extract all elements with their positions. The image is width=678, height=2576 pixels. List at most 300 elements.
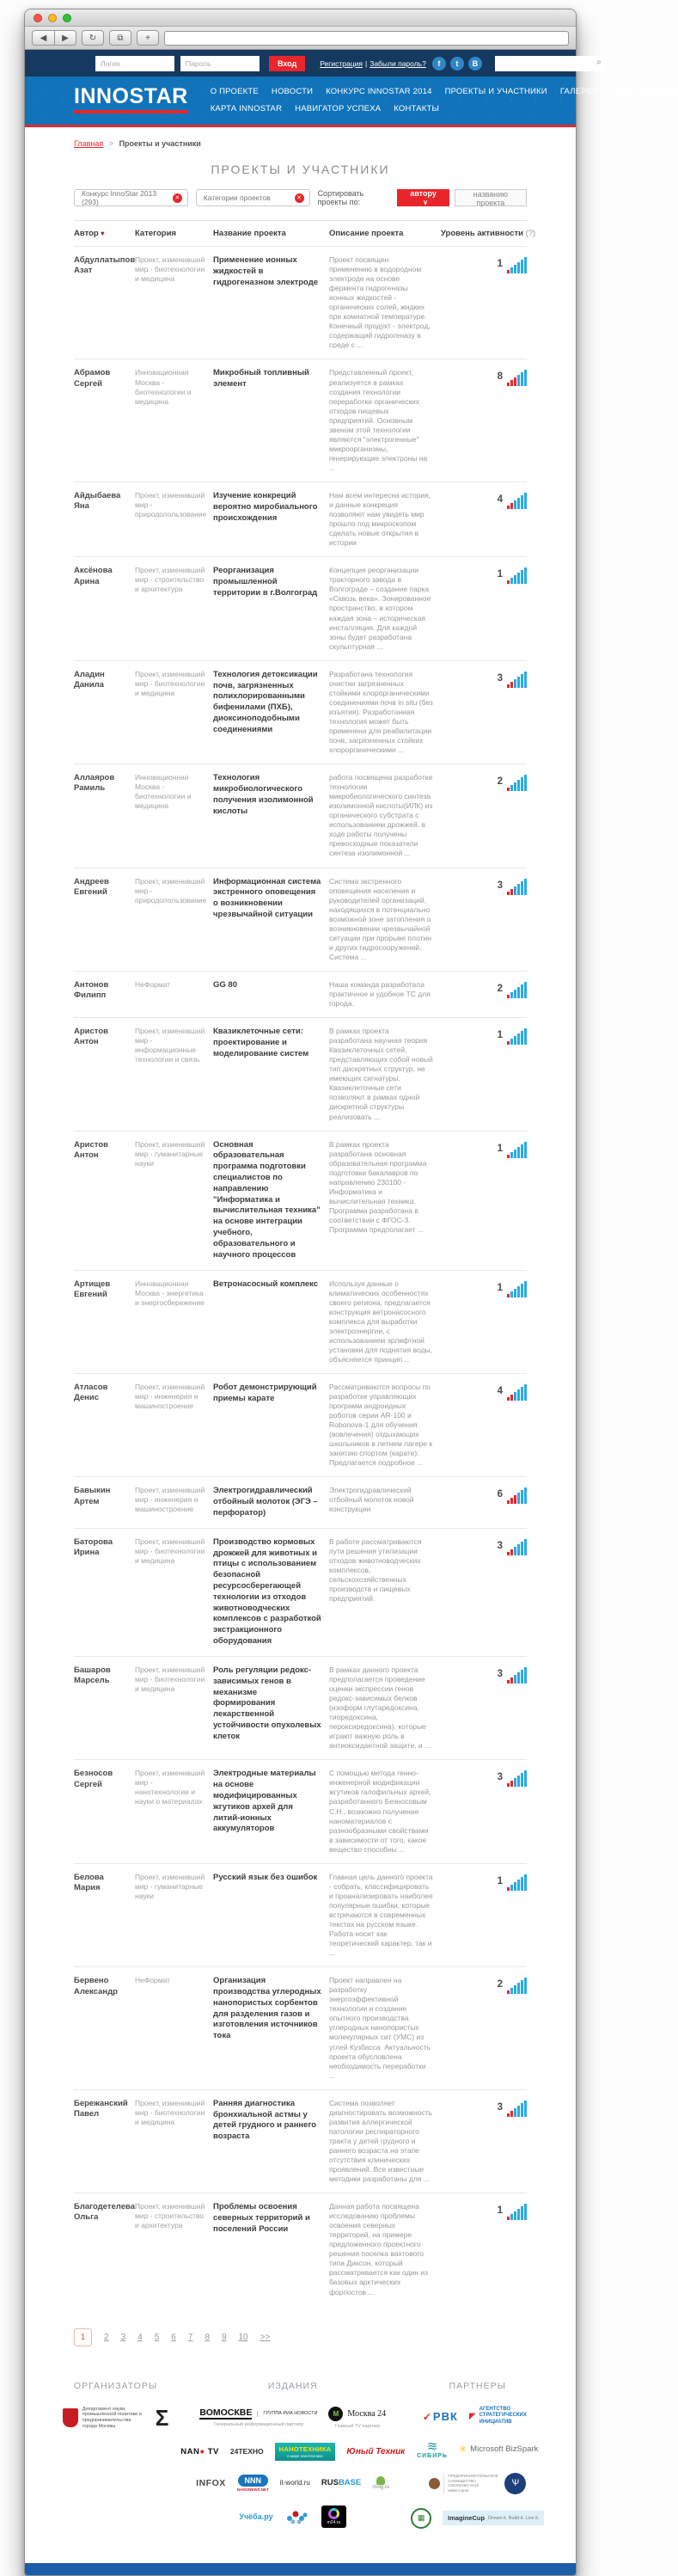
activity-bar: [507, 788, 510, 791]
activity-bar: [521, 1490, 523, 1504]
activity-bar: [521, 570, 523, 584]
activity-bar: [510, 1152, 513, 1158]
column-header-activity: [441, 229, 536, 238]
activity-bar: [517, 1544, 520, 1555]
nav-item-навигатор-успеха[interactable]: НАВИГАТОР УСПЕХА: [295, 103, 382, 113]
logo-m24ru[interactable]: [321, 2505, 347, 2528]
logo-sibir[interactable]: [417, 2440, 448, 2459]
logo-rvk-label: РВК: [432, 2409, 458, 2423]
table-row: [74, 2193, 527, 2305]
activity-bar: [514, 1882, 516, 1891]
pagination-page-5[interactable]: 5: [154, 2332, 160, 2342]
activity-bar: [521, 1980, 523, 1994]
project-description: Электрогидравлический отбойный молоток новой конструкции: [329, 1486, 414, 1514]
project-category: Проект, изменивший мир - природопользование: [135, 490, 207, 519]
logo-sibir-label: СИБИРЬ: [417, 2452, 448, 2459]
breadcrumb-home-link[interactable]: Главная: [74, 139, 104, 148]
activity-cell: [441, 1769, 527, 1854]
project-description: Проект посвящен применению в водородном электроде на основе фермента гидрогеназы ионных жидкостей - органических солей, жидких при комнатной температуре. Конечный продукт - электрод, содержащий гидрогеназу в среде с ...: [329, 255, 431, 350]
logo-moskva24[interactable]: [328, 2407, 386, 2429]
browser-window: [24, 9, 678, 2576]
window-titlebar[interactable]: [25, 9, 576, 27]
logo-mosdep-label: Департамент науки, промышленной политики и предпринимательства города Москвы: [82, 2406, 142, 2430]
project-title-link[interactable]: Ветронасосный комплекс: [213, 1279, 319, 1289]
activity-bar: [514, 2108, 516, 2117]
facebook-icon[interactable]: f: [432, 57, 446, 71]
project-description: Концепция реорганизации тракторного завода в Волгограде – создание парка «Сквозь века». Зонированное пространство, в котором каждая зона – историческая инсталляция. Для каждой зоны будет разработана скульптурная ...: [329, 566, 431, 651]
activity-bar: [510, 503, 513, 509]
minimize-window-button[interactable]: [48, 14, 57, 22]
activity-value: 3: [497, 1772, 503, 1783]
nav-item-клуб-innostar[interactable]: КЛУБ INNOSTAR: [611, 86, 678, 96]
address-bar[interactable]: [164, 31, 569, 46]
nav-item-новости[interactable]: НОВОСТИ: [271, 86, 314, 96]
table-row: [74, 556, 527, 659]
activity-value: 8: [497, 371, 503, 383]
nav-item-о-проекте[interactable]: О ПРОЕКТЕ: [210, 86, 259, 96]
activity-bar: [524, 1384, 527, 1401]
activity-bar: [510, 1781, 513, 1787]
activity-bar: [507, 1155, 510, 1158]
logo-itworld[interactable]: [280, 2479, 310, 2487]
activity-bar: [517, 498, 520, 509]
zoom-window-button[interactable]: [63, 14, 71, 22]
footer-logo-row: [180, 2505, 405, 2528]
activity-bar: [510, 578, 513, 584]
browser-toolbar: [25, 27, 576, 50]
activity-value: 1: [497, 1282, 503, 1293]
activity-bars-icon: [507, 878, 527, 895]
logo-nanotv-label: NAN● TV: [180, 2446, 219, 2456]
project-title-link[interactable]: Технология микробиологического получения изолимонной кислоты: [213, 773, 314, 816]
site-logo[interactable]: INNOSTAR: [74, 86, 188, 113]
table-row: [74, 660, 527, 764]
logo-uniemblem[interactable]: [504, 2473, 526, 2494]
footer-heading-organizers: ОРГАНИЗАТОРЫ: [73, 2380, 158, 2391]
sort-by-author-button[interactable]: [397, 189, 449, 206]
footer-heading-editions: ИЗДАНИЯ: [267, 2380, 318, 2391]
nav-item-галерея[interactable]: ГАЛЕРЕЯ: [559, 86, 599, 96]
activity-bar: [517, 1672, 520, 1684]
logo-ucheba[interactable]: [239, 2512, 272, 2521]
activity-bar: [517, 2106, 520, 2117]
activity-bar: [521, 1387, 523, 1401]
activity-bar: [510, 785, 513, 791]
project-author[interactable]: Аллаяров Рамиль: [74, 773, 115, 794]
table-row: [74, 1863, 527, 1966]
category-filter-dropdown[interactable]: [196, 189, 310, 206]
activity-bar: [514, 1778, 516, 1787]
project-category: Проект, изменивший мир - биотехнологии и медицина: [135, 1665, 205, 1693]
activity-bar: [514, 1150, 516, 1158]
activity-bar: [517, 987, 520, 998]
logo-rusbase[interactable]: [321, 2478, 361, 2487]
logo-mosdep[interactable]: [63, 2407, 144, 2431]
activity-bar: [510, 1988, 513, 1994]
pagination: [25, 2306, 576, 2346]
activity-bars-icon: [507, 2100, 527, 2117]
twitter-icon[interactable]: t: [450, 57, 464, 71]
logo-imaginecup[interactable]: [443, 2511, 544, 2525]
project-author[interactable]: Белова Мария: [74, 1872, 104, 1893]
activity-bars-icon: [507, 369, 527, 386]
logo-nanotechnika[interactable]: [275, 2443, 336, 2461]
activity-bar: [507, 580, 510, 584]
project-category: Проект, изменивший мир - инженерия и машиностроение: [135, 1382, 205, 1411]
activity-bar: [521, 2206, 523, 2220]
project-category: Проект, изменивший мир - биотехнологии и медицина: [135, 255, 205, 284]
sort-group: [318, 189, 527, 206]
logo-imaginecup-sub: Dream it. Build it. Live it.: [488, 2515, 540, 2521]
activity-cell: [441, 566, 527, 651]
activity-bar: [521, 1877, 523, 1891]
contest-filter-label: Конкурс InnoStar 2013 (293): [82, 189, 157, 206]
project-description: Система экстренного оповещения населения и руководителей организаций, находящихся в потенциально возможной зоне затопления о возникновении чрезвычайной ситуации при прорыве плотин и других гидросооружений. Система ...: [329, 876, 431, 961]
moscow-coat-of-arms-icon: [63, 2408, 78, 2427]
activity-bars-icon: [507, 1538, 527, 1555]
activity-value: 4: [497, 494, 503, 505]
activity-bar: [507, 1397, 510, 1401]
category-filter-label: Категории проектов: [203, 193, 271, 202]
activity-value: 1: [497, 1030, 503, 1041]
search-input[interactable]: [495, 56, 605, 71]
project-title-link[interactable]: Русский язык без ошибок: [213, 1872, 318, 1882]
table-row: [74, 1966, 527, 2089]
activity-bar: [517, 1880, 520, 1891]
back-icon[interactable]: ◀: [32, 30, 54, 46]
project-author[interactable]: Атласов Денис: [74, 1382, 108, 1403]
login-field[interactable]: [95, 56, 174, 71]
footer-logo-row: [405, 2473, 549, 2494]
project-author[interactable]: Антонов Филипп: [74, 979, 109, 1001]
activity-bar: [507, 506, 510, 509]
pagination-page-3[interactable]: 3: [120, 2332, 126, 2342]
activity-bars-icon: [507, 1027, 527, 1045]
project-title-link[interactable]: Ранняя диагностика бронхиальной астмы у детей грудного и раннего возраста: [213, 2098, 317, 2142]
activity-bar: [507, 383, 510, 386]
nav-item-карта-innostar[interactable]: КАРТА INNOSTAR: [210, 103, 283, 113]
asi-flag-icon: ◤: [468, 2411, 476, 2421]
register-link[interactable]: Регистрация: [320, 58, 363, 68]
project-author[interactable]: Абдуллатыпов Азат: [74, 255, 136, 276]
logo-skolkovo[interactable]: [429, 2473, 498, 2493]
nav-item-конкурс-innostar-2014[interactable]: КОНКУРС INNOSTAR 2014: [326, 86, 432, 96]
project-author[interactable]: Аристов Антон: [74, 1027, 108, 1047]
activity-bar: [521, 984, 523, 998]
sort-by-title-button[interactable]: названию проекта: [455, 189, 527, 206]
activity-bar: [510, 682, 513, 688]
logo-greenemblem[interactable]: [411, 2508, 431, 2529]
logo-molg[interactable]: [372, 2476, 389, 2490]
activity-bar: [517, 780, 520, 791]
activity-bar: [517, 1286, 520, 1297]
nav-item-контакты[interactable]: КОНТАКТЫ: [394, 103, 440, 113]
activity-bar: [507, 270, 510, 273]
activity-bars-icon: [507, 1769, 527, 1787]
project-category: Проект, изменивший мир - нанотехнологии и науки о материалах: [135, 1769, 205, 1806]
molecule-icon: [284, 2508, 310, 2525]
search-icon[interactable]: ⌕: [596, 58, 602, 67]
activity-bar: [524, 775, 527, 791]
logo-nanotechnika-sub: в мире нанотехники: [287, 2453, 323, 2458]
activity-bars-icon: [507, 1977, 527, 1994]
project-author[interactable]: Башаров Марсель: [74, 1665, 111, 1686]
activity-bar: [524, 1142, 527, 1158]
project-title-link[interactable]: Электродные материалы на основе модифицированных жгутиков архей для литий-ионных аккумуляторов: [213, 1769, 316, 1834]
activity-bar: [514, 377, 516, 386]
page-footer: [25, 2381, 576, 2563]
project-title-link[interactable]: Электрогидравлический отбойный молоток (ЭГЭ – перфоратор): [213, 1486, 318, 1518]
project-description: В работе рассматриваются пути решения утилизации отходов животноводческих комплексов, сельскохозяйственных производств и пищевых предприятий.: [329, 1536, 422, 1604]
project-description: Нам всем интересна история, и данные конкреция позволяют нам увидеть мир прошло под микроскопом сделать новые открытия в истории: [329, 490, 431, 548]
activity-bar: [510, 1498, 513, 1504]
close-icon[interactable]: ✕: [295, 193, 304, 203]
activity-bar: [514, 990, 516, 998]
activity-bar: [524, 1539, 527, 1555]
activity-bars-icon: [507, 1280, 527, 1297]
activity-bar: [517, 677, 520, 688]
new-tab-icon[interactable]: +: [137, 30, 159, 46]
project-author[interactable]: Баторова Ирина: [74, 1536, 113, 1558]
project-category: НеФормат: [135, 1976, 171, 1985]
logo-rvk[interactable]: [423, 2410, 458, 2423]
column-header-title[interactable]: Название проекта: [213, 229, 286, 238]
activity-bar: [514, 1495, 516, 1504]
pagination-page-4[interactable]: 4: [137, 2332, 143, 2342]
contest-filter-dropdown[interactable]: [74, 189, 188, 206]
project-category: Проект, изменивший мир - биотехнологии и медицина: [135, 1536, 205, 1565]
table-header-row: [74, 220, 536, 246]
sort-by-author-label: автору: [410, 189, 437, 198]
pagination-current-page[interactable]: 1: [74, 2328, 92, 2346]
activity-bar: [514, 679, 516, 688]
project-category: Проект, изменивший мир - гуманитарные науки: [135, 1872, 205, 1900]
activity-bar: [524, 1028, 527, 1045]
password-field[interactable]: [180, 56, 260, 71]
project-author[interactable]: Айдыбаева Яна: [74, 490, 121, 512]
project-author[interactable]: Бавыкин Артем: [74, 1486, 111, 1506]
project-title-link[interactable]: Производство кормовых дрожжей для животных и птицы с использованием безопасной ресурсосберегающей технологии из отходов животноводческих комплексов с разработкой экстракционного оборудования: [213, 1536, 321, 1647]
logo-ucheba-label: Учёба.ру: [239, 2512, 273, 2521]
activity-bar: [507, 2217, 510, 2220]
project-description: В рамках проекта разработана основная образовательная программа подготовки бакалавров по направлению 230100 - Информатика и вычислительная техника. Программа разработана в соответствии с ФГОС-3. Программа предполагает ...: [329, 1139, 427, 1234]
pagination-page-2[interactable]: 2: [104, 2332, 109, 2342]
activity-bar: [510, 1291, 513, 1297]
project-author[interactable]: Бервено Александр: [74, 1976, 118, 1996]
logo-skolkovo-label: ПРЕДПРИНИМАТЕЛЬСКОЕ СООБЩЕСТВО СКОЛКОВО Клуб инвесторов: [443, 2474, 493, 2493]
project-title-link[interactable]: Применение ионных жидкостей в гидрогеназном электроде: [213, 255, 319, 287]
logo-infox[interactable]: [196, 2478, 226, 2488]
activity-bar: [507, 1294, 510, 1297]
table-row: [74, 1017, 527, 1130]
activity-bar: [524, 672, 527, 688]
breadcrumb-separator: >: [108, 139, 114, 148]
breadcrumb-current: Проекты и участники: [119, 139, 201, 148]
activity-bars-icon: [507, 1141, 527, 1158]
m24-ring-icon: [328, 2508, 339, 2519]
project-author[interactable]: Безносов Сергей: [74, 1769, 113, 1789]
footer-column-editions: [180, 2381, 405, 2542]
activity-bar: [524, 493, 527, 509]
activity-cell: [441, 1976, 527, 2081]
activity-bar: [521, 1670, 523, 1684]
pagination-page-10[interactable]: 10: [238, 2332, 248, 2342]
pagination-next[interactable]: >>: [260, 2332, 271, 2342]
pagination-page-9[interactable]: 9: [221, 2332, 227, 2342]
auth-links: [320, 59, 426, 68]
project-category: Проект, изменивший мир - гуманитарные науки: [135, 1139, 205, 1168]
activity-bar: [510, 992, 513, 998]
logo-molecule[interactable]: [284, 2508, 310, 2525]
activity-bar: [507, 1552, 510, 1555]
sort-desc-icon: ▾: [101, 230, 105, 237]
project-description: Главная цель данного проекта - собрать, классифицировать и проанализировать наиболее популярные ошибки, которые встречаются в современных текстах на русском языке. Работа носит как теоретический характер, так и ...: [329, 1872, 433, 1958]
logo-yunytechnik[interactable]: [346, 2447, 405, 2456]
column-header-description: Описание проекта: [329, 229, 404, 238]
activity-bar: [507, 892, 510, 895]
project-title-link[interactable]: Информационная система экстренного оповещения о возникновении чрезвычайной ситуации: [213, 876, 321, 919]
activity-bar: [510, 1395, 513, 1401]
project-author[interactable]: Аладин Данила: [74, 669, 105, 690]
project-title-link[interactable]: Технология детоксикации почв, загрязненных полихлорированными бифенилами (ПХБ), диоксиноподобными соединениями: [213, 669, 318, 734]
logo-nanotv[interactable]: [180, 2447, 219, 2456]
activity-value: 2: [497, 776, 503, 788]
project-author[interactable]: Аристов Антон: [74, 1139, 108, 1160]
logo-sigma[interactable]: [155, 2405, 169, 2432]
refresh-icon[interactable]: ↻: [82, 30, 104, 46]
project-title-link[interactable]: Организация производства углеродных нанопористых сорбентов для разделения газов и изготовления источников тока: [213, 1976, 321, 2041]
activity-bar: [514, 1547, 516, 1555]
project-category: Проект, изменивший мир - инженерия и машиностроение: [135, 1486, 205, 1514]
logo-moskva24-label: Москва 24: [347, 2408, 387, 2419]
breadcrumb: [25, 127, 576, 148]
logo-yunytechnik-label: Юный Техник: [346, 2446, 406, 2456]
project-author[interactable]: Артищев Евгений: [74, 1279, 111, 1299]
activity-bar: [521, 777, 523, 791]
activity-cell: [441, 491, 527, 548]
activity-bars-icon: [507, 774, 527, 791]
activity-cell: [441, 773, 527, 858]
vk-icon[interactable]: B: [468, 57, 482, 71]
table-row: [74, 359, 527, 481]
forgot-password-link[interactable]: Забыли пароль?: [370, 58, 426, 68]
activity-bar: [517, 1776, 520, 1787]
activity-header-label: Уровень активности: [441, 229, 523, 238]
project-title-link[interactable]: Проблемы освоения северных территорий и поселений России: [213, 2202, 310, 2234]
project-title-link[interactable]: Робот демонстрирующий приемы карате: [213, 1382, 317, 1403]
project-title-link[interactable]: Реорганизация промышленной территории в г.Волгоград: [213, 566, 318, 598]
activity-value: 3: [497, 1668, 503, 1679]
activity-bar: [524, 1978, 527, 1994]
activity-bar: [507, 1783, 510, 1787]
logo-24techno[interactable]: [230, 2447, 264, 2456]
activity-bars-icon: [507, 1666, 527, 1684]
page-title: ПРОЕКТЫ И УЧАСТНИКИ: [211, 163, 390, 176]
project-title-link[interactable]: Микробный топливный элемент: [213, 368, 309, 389]
logo-vomoskve-sub: ГРУППА РИА НОВОСТИ: [257, 2411, 317, 2417]
activity-value: 1: [497, 1143, 503, 1154]
logo-imaginecup-label: ImagineCup: [448, 2514, 486, 2523]
project-description: В рамках данного проекта предполагается проведение оценки экспрессии генов редокс-зависимых белков (изоформ глутаредоксина, тиоредоксина, пероксиредоксина), которые играют важную роль в антиоксидантной защите, и ...: [329, 1665, 431, 1751]
project-description: С помощью метода генно-инженерной модификации жгутиков галофильных архей, разработанного Безносовым С.Н., возможно получение наноматериалов с разнообразными свойствами в зависимости от того, какое вещество способны ...: [329, 1769, 431, 1854]
activity-value: 3: [497, 1540, 503, 1551]
sort-label: Сортировать проекты по:: [317, 189, 364, 206]
activity-value: 2: [497, 983, 503, 994]
logo-bizspark[interactable]: [459, 2444, 538, 2455]
activity-bar: [507, 1990, 510, 1994]
table-row: [74, 481, 527, 556]
column-header-author[interactable]: [74, 229, 127, 238]
activity-bar: [514, 575, 516, 584]
pagination-page-8[interactable]: 8: [205, 2332, 210, 2342]
activity-bar: [524, 1487, 527, 1504]
activity-bar: [510, 1677, 513, 1684]
activity-bar: [524, 1874, 527, 1891]
column-header-category: Категория: [135, 229, 176, 238]
project-description: Представленный проект, реализуется в рамках создания технологии переработки органических отходов пищевых предприятий. Основным звеном этой технологии являются "электрогенные" микроорганизмы, генерирующие электроны на ...: [329, 368, 428, 472]
project-title-link[interactable]: GG 80: [213, 979, 237, 990]
activity-bar: [510, 1549, 513, 1555]
project-category: Проект, изменивший мир - строительство и архитектура: [135, 566, 205, 594]
project-author[interactable]: Абрамов Сергей: [74, 368, 111, 389]
activity-help-icon[interactable]: (?): [525, 229, 536, 238]
project-title-link[interactable]: Основная образовательная программа подготовки специалистов по направлению "Информатика и вычислительная техника" на основе интеграции учебного, образовательного и научного процессов: [213, 1139, 321, 1260]
pagination-page-7[interactable]: 7: [187, 2332, 193, 2342]
activity-bar: [514, 1392, 516, 1401]
activity-bars-icon: [507, 2203, 527, 2220]
activity-value: 1: [497, 569, 503, 580]
activity-bars-icon: [507, 492, 527, 509]
activity-bar: [524, 879, 527, 895]
activity-bar: [517, 1147, 520, 1158]
activity-bar: [514, 2211, 516, 2220]
project-title-link[interactable]: Изучение конкреций вероятно миробиального происхождения: [213, 490, 318, 523]
activity-bar: [514, 265, 516, 273]
activity-bar: [517, 1033, 520, 1045]
forward-icon[interactable]: ▶: [54, 30, 76, 46]
site-topbar: [25, 50, 602, 77]
project-author[interactable]: Благодетелева Ольга: [74, 2202, 135, 2223]
project-author[interactable]: Аксёнова Арина: [74, 566, 113, 586]
logo-vomoskve-label: ВОМОСКВЕ: [199, 2407, 253, 2419]
activity-bar: [521, 1542, 523, 1555]
login-button[interactable]: Вход: [269, 56, 305, 71]
nav-row-1: [211, 87, 678, 96]
close-window-button[interactable]: [34, 14, 42, 22]
project-author[interactable]: Бережанский Павел: [74, 2098, 128, 2119]
activity-bar: [517, 375, 520, 386]
activity-bar: [507, 684, 510, 688]
activity-bar: [517, 1389, 520, 1401]
logo-nnn[interactable]: [237, 2475, 269, 2492]
snapshot-icon[interactable]: ⧉: [109, 30, 131, 46]
activity-bars-icon: [507, 567, 527, 584]
project-title-link[interactable]: Роль регуляции редокс-зависимых генов в механизме формирования лекарственной устойчивости опухолевых клеток: [213, 1665, 321, 1741]
project-author[interactable]: Андреев Евгений: [74, 876, 109, 897]
nav-item-проекты-и-участники[interactable]: ПРОЕКТЫ И УЧАСТНИКИ: [444, 86, 547, 96]
logo-molg-label: molg.ru: [372, 2484, 390, 2490]
project-category: Проект, изменивший мир - биотехнологии и медицина: [135, 669, 205, 697]
logo-vomoskve[interactable]: [199, 2407, 317, 2427]
table-row: [74, 868, 527, 971]
activity-value: 2: [497, 1979, 503, 1990]
logo-asi[interactable]: [469, 2407, 533, 2426]
activity-bar: [510, 1885, 513, 1891]
pagination-page-6[interactable]: 6: [171, 2332, 176, 2342]
close-icon[interactable]: ✕: [173, 193, 182, 203]
project-title-link[interactable]: Квазиклеточные сети: проектирование и моделирование систем: [213, 1027, 309, 1058]
site-header: [25, 77, 678, 127]
